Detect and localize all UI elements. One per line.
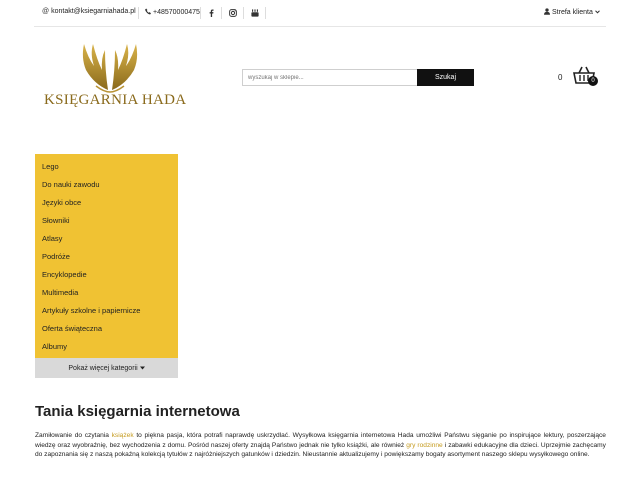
category-item-multimedia[interactable]: Multimedia	[42, 288, 79, 297]
category-item-artykuly-szkolne[interactable]: Artykuły szkolne i papiernicze	[42, 306, 141, 315]
books-link[interactable]: książek	[111, 432, 134, 439]
category-item-slowniki[interactable]: Słowniki	[42, 216, 70, 225]
email-link[interactable]	[42, 8, 136, 15]
divider	[221, 7, 222, 19]
show-more-categories-button[interactable]	[35, 358, 178, 378]
chevron-down-icon	[595, 9, 600, 16]
wings-logo-icon	[44, 40, 176, 96]
divider	[200, 7, 201, 19]
cart-total[interactable]: 0	[558, 73, 563, 82]
email-text: kontakt@ksiegarniahada.pl	[51, 8, 136, 15]
account-label: Strefa klienta	[552, 9, 593, 16]
category-item-oferta-swiateczna[interactable]: Oferta świąteczna	[42, 324, 103, 333]
intro-text-2: to piękna pasja, która potrafi naprawdę uskrzydlać. Wysyłkowa księgarnia internetowa Hada umożliwi Państwu sięganie po inspirujące lektury, poszerzające wiedzę oraz wyobraźnię, bez wychodzenia z domu. Pośród naszej oferty znajdą Państwo jednak nie tylko książki, ale również	[35, 432, 606, 449]
category-item-jezyki-obce[interactable]: Języki obce	[42, 198, 82, 207]
site-logo[interactable]	[44, 40, 187, 116]
category-item-lego[interactable]: Lego	[42, 162, 59, 171]
search-button[interactable]: Szukaj	[417, 69, 474, 86]
category-item-podroze[interactable]: Podróże	[42, 252, 70, 261]
cart-count-badge: 0	[588, 76, 598, 86]
caret-down-icon	[140, 365, 145, 372]
category-item-atlasy[interactable]: Atlasy	[42, 234, 63, 243]
phone-text: +48570000475	[153, 9, 200, 16]
divider	[138, 7, 139, 19]
show-more-label: Pokaż więcej kategorii	[68, 364, 138, 372]
page-title: Tania księgarnia internetowa	[35, 403, 240, 420]
at-icon: @	[42, 8, 50, 15]
divider	[265, 7, 266, 19]
search-input[interactable]	[242, 69, 418, 86]
intro-text-3: i zabawki edukacyjne dla dzieci. Uprzejmie zachęcamy do zapoznania się z naszą pokaźną kolekcją tytułów z najróżniejszych gatunków i dziedzin. Nieustannie aktualizujemy i powiększamy bogaty asortyment naszego sklepu wysyłkowego online.	[35, 441, 606, 458]
intro-paragraph	[35, 431, 606, 460]
category-menu	[35, 154, 178, 358]
phone-link[interactable]	[145, 8, 200, 17]
intro-text-1: Zamiłowanie do czytania	[35, 432, 112, 439]
top-divider	[34, 26, 606, 27]
category-item-albumy[interactable]: Albumy	[42, 342, 68, 351]
category-item-encyklopedie[interactable]: Encyklopedie	[42, 270, 87, 279]
logo-text: KSIĘGARNIA HADA	[44, 92, 187, 108]
facebook-icon[interactable]	[205, 7, 217, 19]
user-icon	[544, 8, 550, 17]
family-games-link[interactable]: gry rodzinne	[406, 441, 443, 449]
instagram-icon[interactable]	[227, 7, 239, 19]
category-item-do-nauki-zawodu[interactable]: Do nauki zawodu	[42, 180, 100, 189]
phone-icon	[145, 8, 151, 17]
divider	[243, 7, 244, 19]
top-bar	[0, 0, 640, 26]
account-menu[interactable]	[544, 8, 602, 17]
youtube-icon[interactable]	[249, 7, 261, 19]
